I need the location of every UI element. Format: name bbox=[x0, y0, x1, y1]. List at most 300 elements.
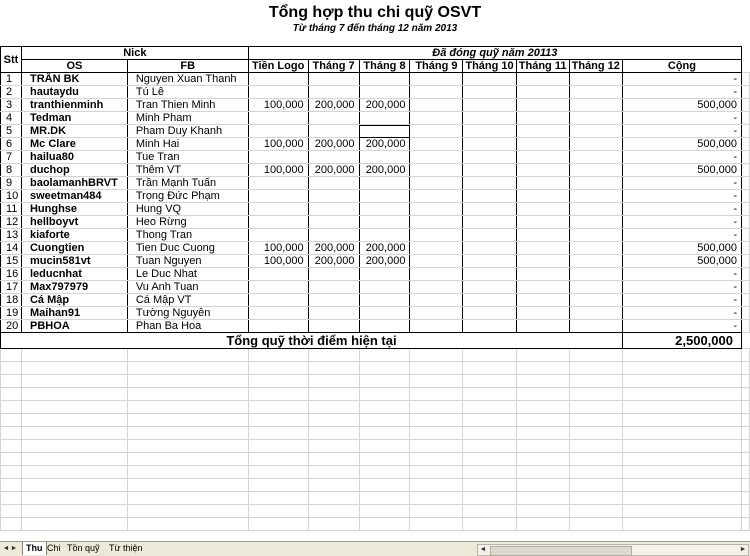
cong-cell[interactable]: - bbox=[622, 307, 741, 320]
spare-cell[interactable] bbox=[741, 307, 749, 320]
empty-cell[interactable] bbox=[308, 492, 359, 505]
thang-9-cell[interactable] bbox=[410, 73, 463, 86]
spare-cell[interactable] bbox=[741, 99, 749, 112]
empty-cell[interactable] bbox=[516, 505, 569, 518]
cong-cell[interactable]: - bbox=[622, 294, 741, 307]
thang-12-cell[interactable] bbox=[569, 190, 622, 203]
empty-cell[interactable] bbox=[1, 479, 22, 492]
tien-logo-cell[interactable]: 100,000 bbox=[248, 138, 308, 151]
empty-cell[interactable] bbox=[1, 518, 22, 531]
empty-cell[interactable] bbox=[569, 349, 622, 362]
row-number[interactable]: 15 bbox=[1, 255, 22, 268]
empty-cell[interactable] bbox=[516, 453, 569, 466]
empty-cell[interactable] bbox=[248, 349, 308, 362]
thang-11-cell[interactable] bbox=[516, 255, 569, 268]
empty-cell[interactable] bbox=[248, 401, 308, 414]
row-number[interactable]: 5 bbox=[1, 125, 22, 138]
tien-logo-cell[interactable] bbox=[248, 177, 308, 190]
empty-cell[interactable] bbox=[127, 362, 248, 375]
thang-12-cell[interactable] bbox=[569, 281, 622, 294]
spare-cell[interactable] bbox=[741, 60, 749, 73]
thang-12-cell[interactable] bbox=[569, 151, 622, 164]
empty-cell[interactable] bbox=[359, 440, 410, 453]
cong-cell[interactable]: - bbox=[622, 320, 741, 333]
fb-name-cell[interactable]: Minh Hai bbox=[127, 138, 248, 151]
tien-logo-cell[interactable]: 100,000 bbox=[248, 164, 308, 177]
cong-cell[interactable]: - bbox=[622, 268, 741, 281]
header-fb[interactable]: FB bbox=[127, 60, 248, 73]
thang-9-cell[interactable] bbox=[410, 307, 463, 320]
spare-cell[interactable] bbox=[741, 203, 749, 216]
empty-cell[interactable] bbox=[741, 505, 749, 518]
empty-cell[interactable] bbox=[21, 453, 127, 466]
empty-cell[interactable] bbox=[1, 505, 22, 518]
empty-cell[interactable] bbox=[21, 479, 127, 492]
thang-11-cell[interactable] bbox=[516, 229, 569, 242]
thang-9-cell[interactable] bbox=[410, 177, 463, 190]
row-number[interactable]: 7 bbox=[1, 151, 22, 164]
empty-cell[interactable] bbox=[308, 427, 359, 440]
empty-cell[interactable] bbox=[569, 492, 622, 505]
thang-7-cell[interactable] bbox=[308, 73, 359, 86]
cong-cell[interactable]: - bbox=[622, 112, 741, 125]
header-cong[interactable]: Cộng bbox=[622, 60, 741, 73]
thang-10-cell[interactable] bbox=[463, 242, 516, 255]
spare-cell[interactable] bbox=[741, 47, 749, 60]
empty-cell[interactable] bbox=[127, 518, 248, 531]
empty-cell[interactable] bbox=[410, 453, 463, 466]
thang-11-cell[interactable] bbox=[516, 268, 569, 281]
thang-11-cell[interactable] bbox=[516, 112, 569, 125]
empty-cell[interactable] bbox=[741, 453, 749, 466]
empty-cell[interactable] bbox=[410, 518, 463, 531]
header-thang-9[interactable]: Tháng 9 bbox=[410, 60, 463, 73]
thang-8-cell[interactable] bbox=[359, 203, 410, 216]
empty-cell[interactable] bbox=[359, 349, 410, 362]
empty-cell[interactable] bbox=[622, 349, 741, 362]
thang-8-cell[interactable] bbox=[359, 151, 410, 164]
thang-11-cell[interactable] bbox=[516, 164, 569, 177]
thang-10-cell[interactable] bbox=[463, 268, 516, 281]
fb-name-cell[interactable]: Trần Mạnh Tuấn bbox=[127, 177, 248, 190]
thang-12-cell[interactable] bbox=[569, 125, 622, 138]
empty-cell[interactable] bbox=[463, 505, 516, 518]
fb-name-cell[interactable]: Heo Rừng bbox=[127, 216, 248, 229]
empty-cell[interactable] bbox=[622, 375, 741, 388]
tab-tu-thien[interactable]: Từ thiện bbox=[109, 543, 143, 553]
empty-cell[interactable] bbox=[127, 466, 248, 479]
os-nick-cell[interactable]: TRẦN BK bbox=[21, 73, 127, 86]
thang-11-cell[interactable] bbox=[516, 151, 569, 164]
empty-cell[interactable] bbox=[127, 427, 248, 440]
os-nick-cell[interactable]: hellboyvt bbox=[21, 216, 127, 229]
os-nick-cell[interactable]: MR.DK bbox=[21, 125, 127, 138]
tien-logo-cell[interactable]: 100,000 bbox=[248, 255, 308, 268]
os-nick-cell[interactable]: Max797979 bbox=[21, 281, 127, 294]
tien-logo-cell[interactable] bbox=[248, 216, 308, 229]
empty-cell[interactable] bbox=[463, 349, 516, 362]
thang-11-cell[interactable] bbox=[516, 73, 569, 86]
thang-7-cell[interactable]: 200,000 bbox=[308, 99, 359, 112]
empty-cell[interactable] bbox=[359, 375, 410, 388]
thang-11-cell[interactable] bbox=[516, 216, 569, 229]
thang-11-cell[interactable] bbox=[516, 99, 569, 112]
thang-12-cell[interactable] bbox=[569, 138, 622, 151]
thang-7-cell[interactable] bbox=[308, 229, 359, 242]
thang-12-cell[interactable] bbox=[569, 294, 622, 307]
fb-name-cell[interactable]: Tue Tran bbox=[127, 151, 248, 164]
header-os[interactable]: OS bbox=[21, 60, 127, 73]
empty-cell[interactable] bbox=[248, 453, 308, 466]
empty-cell[interactable] bbox=[248, 518, 308, 531]
empty-cell[interactable] bbox=[463, 440, 516, 453]
thang-10-cell[interactable] bbox=[463, 138, 516, 151]
thang-11-cell[interactable] bbox=[516, 281, 569, 294]
header-paid-group[interactable]: Đã đóng quỹ năm 20113 bbox=[248, 47, 741, 60]
thang-9-cell[interactable] bbox=[410, 281, 463, 294]
os-nick-cell[interactable]: hailua80 bbox=[21, 151, 127, 164]
first-sheet-icon[interactable]: ◄ bbox=[2, 545, 10, 552]
spare-cell[interactable] bbox=[741, 268, 749, 281]
empty-cell[interactable] bbox=[463, 466, 516, 479]
empty-cell[interactable] bbox=[569, 427, 622, 440]
os-nick-cell[interactable]: tranthienminh bbox=[21, 99, 127, 112]
empty-cell[interactable] bbox=[463, 453, 516, 466]
spare-cell[interactable] bbox=[741, 333, 749, 349]
empty-cell[interactable] bbox=[622, 440, 741, 453]
empty-cell[interactable] bbox=[463, 375, 516, 388]
header-thang-7[interactable]: Tháng 7 bbox=[308, 60, 359, 73]
thang-7-cell[interactable] bbox=[308, 86, 359, 99]
row-number[interactable]: 13 bbox=[1, 229, 22, 242]
spare-cell[interactable] bbox=[741, 190, 749, 203]
empty-cell[interactable] bbox=[127, 479, 248, 492]
thang-10-cell[interactable] bbox=[463, 99, 516, 112]
spare-cell[interactable] bbox=[741, 164, 749, 177]
empty-cell[interactable] bbox=[21, 401, 127, 414]
row-number[interactable]: 2 bbox=[1, 86, 22, 99]
thang-9-cell[interactable] bbox=[410, 268, 463, 281]
thang-9-cell[interactable] bbox=[410, 125, 463, 138]
empty-cell[interactable] bbox=[622, 479, 741, 492]
thang-9-cell[interactable] bbox=[410, 203, 463, 216]
empty-cell[interactable] bbox=[248, 362, 308, 375]
empty-cell[interactable] bbox=[308, 375, 359, 388]
tien-logo-cell[interactable] bbox=[248, 203, 308, 216]
empty-cell[interactable] bbox=[127, 453, 248, 466]
empty-cell[interactable] bbox=[463, 479, 516, 492]
empty-cell[interactable] bbox=[1, 401, 22, 414]
thang-9-cell[interactable] bbox=[410, 294, 463, 307]
cong-cell[interactable]: - bbox=[622, 151, 741, 164]
row-number[interactable]: 9 bbox=[1, 177, 22, 190]
empty-cell[interactable] bbox=[248, 440, 308, 453]
thang-8-cell[interactable] bbox=[359, 190, 410, 203]
fb-name-cell[interactable]: Tuan Nguyen bbox=[127, 255, 248, 268]
thang-8-cell[interactable] bbox=[359, 73, 410, 86]
thang-8-cell[interactable] bbox=[359, 307, 410, 320]
thang-7-cell[interactable] bbox=[308, 151, 359, 164]
os-nick-cell[interactable]: duchop bbox=[21, 164, 127, 177]
empty-cell[interactable] bbox=[248, 479, 308, 492]
os-nick-cell[interactable]: baolamanhBRVT bbox=[21, 177, 127, 190]
empty-cell[interactable] bbox=[741, 349, 749, 362]
empty-cell[interactable] bbox=[248, 375, 308, 388]
thang-8-cell[interactable] bbox=[359, 320, 410, 333]
empty-cell[interactable] bbox=[248, 414, 308, 427]
empty-cell[interactable] bbox=[516, 401, 569, 414]
spare-cell[interactable] bbox=[741, 86, 749, 99]
cong-cell[interactable]: - bbox=[622, 86, 741, 99]
tien-logo-cell[interactable] bbox=[248, 125, 308, 138]
empty-cell[interactable] bbox=[569, 453, 622, 466]
fb-name-cell[interactable]: Thêm VT bbox=[127, 164, 248, 177]
fb-name-cell[interactable]: Tran Thien Minh bbox=[127, 99, 248, 112]
thang-10-cell[interactable] bbox=[463, 307, 516, 320]
empty-cell[interactable] bbox=[622, 492, 741, 505]
scroll-left-icon[interactable]: ◄ bbox=[479, 546, 487, 553]
empty-cell[interactable] bbox=[1, 362, 22, 375]
empty-cell[interactable] bbox=[21, 440, 127, 453]
thang-10-cell[interactable] bbox=[463, 164, 516, 177]
cong-cell[interactable]: 500,000 bbox=[622, 99, 741, 112]
tien-logo-cell[interactable] bbox=[248, 86, 308, 99]
thang-9-cell[interactable] bbox=[410, 190, 463, 203]
spare-cell[interactable] bbox=[741, 216, 749, 229]
empty-cell[interactable] bbox=[463, 388, 516, 401]
empty-cell[interactable] bbox=[463, 414, 516, 427]
thang-9-cell[interactable] bbox=[410, 216, 463, 229]
spare-cell[interactable] bbox=[741, 73, 749, 86]
empty-cell[interactable] bbox=[569, 505, 622, 518]
empty-cell[interactable] bbox=[516, 362, 569, 375]
empty-cell[interactable] bbox=[21, 427, 127, 440]
empty-cell[interactable] bbox=[308, 414, 359, 427]
os-nick-cell[interactable]: Maihan91 bbox=[21, 307, 127, 320]
row-number[interactable]: 17 bbox=[1, 281, 22, 294]
cong-cell[interactable]: - bbox=[622, 73, 741, 86]
empty-cell[interactable] bbox=[127, 349, 248, 362]
empty-cell[interactable] bbox=[569, 401, 622, 414]
thang-8-cell[interactable] bbox=[359, 125, 410, 138]
tien-logo-cell[interactable] bbox=[248, 229, 308, 242]
os-nick-cell[interactable]: Mc Clare bbox=[21, 138, 127, 151]
empty-cell[interactable] bbox=[410, 440, 463, 453]
thang-11-cell[interactable] bbox=[516, 190, 569, 203]
empty-cell[interactable] bbox=[410, 427, 463, 440]
row-number[interactable]: 19 bbox=[1, 307, 22, 320]
thang-10-cell[interactable] bbox=[463, 229, 516, 242]
empty-cell[interactable] bbox=[516, 479, 569, 492]
thang-10-cell[interactable] bbox=[463, 125, 516, 138]
empty-cell[interactable] bbox=[248, 492, 308, 505]
os-nick-cell[interactable]: leducnhat bbox=[21, 268, 127, 281]
thang-11-cell[interactable] bbox=[516, 177, 569, 190]
spare-cell[interactable] bbox=[741, 320, 749, 333]
empty-cell[interactable] bbox=[516, 466, 569, 479]
tien-logo-cell[interactable]: 100,000 bbox=[248, 242, 308, 255]
empty-cell[interactable] bbox=[741, 440, 749, 453]
header-thang-11[interactable]: Tháng 11 bbox=[516, 60, 569, 73]
thang-11-cell[interactable] bbox=[516, 242, 569, 255]
row-number[interactable]: 16 bbox=[1, 268, 22, 281]
thang-9-cell[interactable] bbox=[410, 229, 463, 242]
empty-cell[interactable] bbox=[569, 388, 622, 401]
empty-cell[interactable] bbox=[359, 401, 410, 414]
empty-cell[interactable] bbox=[359, 453, 410, 466]
cong-cell[interactable]: 500,000 bbox=[622, 164, 741, 177]
empty-cell[interactable] bbox=[359, 414, 410, 427]
empty-cell[interactable] bbox=[516, 427, 569, 440]
thang-7-cell[interactable] bbox=[308, 216, 359, 229]
thang-11-cell[interactable] bbox=[516, 294, 569, 307]
thang-8-cell[interactable] bbox=[359, 86, 410, 99]
thang-12-cell[interactable] bbox=[569, 86, 622, 99]
empty-cell[interactable] bbox=[308, 362, 359, 375]
empty-cell[interactable] bbox=[127, 388, 248, 401]
thang-10-cell[interactable] bbox=[463, 177, 516, 190]
empty-cell[interactable] bbox=[741, 375, 749, 388]
thang-8-cell[interactable] bbox=[359, 229, 410, 242]
header-thang-8[interactable]: Tháng 8 bbox=[359, 60, 410, 73]
thang-10-cell[interactable] bbox=[463, 73, 516, 86]
row-number[interactable]: 14 bbox=[1, 242, 22, 255]
thang-12-cell[interactable] bbox=[569, 164, 622, 177]
cong-cell[interactable]: - bbox=[622, 125, 741, 138]
thang-9-cell[interactable] bbox=[410, 99, 463, 112]
empty-cell[interactable] bbox=[569, 466, 622, 479]
header-thang-10[interactable]: Tháng 10 bbox=[463, 60, 516, 73]
thang-10-cell[interactable] bbox=[463, 86, 516, 99]
empty-cell[interactable] bbox=[622, 388, 741, 401]
thang-7-cell[interactable] bbox=[308, 177, 359, 190]
thang-7-cell[interactable] bbox=[308, 294, 359, 307]
total-label[interactable]: Tổng quỹ thời điểm hiện tại bbox=[1, 333, 623, 349]
empty-cell[interactable] bbox=[516, 492, 569, 505]
thang-8-cell[interactable] bbox=[359, 268, 410, 281]
tien-logo-cell[interactable] bbox=[248, 294, 308, 307]
fb-name-cell[interactable]: Pham Duy Khanh bbox=[127, 125, 248, 138]
thang-9-cell[interactable] bbox=[410, 138, 463, 151]
horizontal-scrollbar[interactable] bbox=[477, 544, 749, 556]
thang-12-cell[interactable] bbox=[569, 255, 622, 268]
empty-cell[interactable] bbox=[516, 388, 569, 401]
empty-cell[interactable] bbox=[1, 453, 22, 466]
empty-cell[interactable] bbox=[127, 414, 248, 427]
empty-cell[interactable] bbox=[308, 440, 359, 453]
os-nick-cell[interactable]: mucin581vt bbox=[21, 255, 127, 268]
empty-cell[interactable] bbox=[516, 349, 569, 362]
empty-cell[interactable] bbox=[741, 427, 749, 440]
empty-cell[interactable] bbox=[410, 349, 463, 362]
thang-9-cell[interactable] bbox=[410, 320, 463, 333]
tien-logo-cell[interactable] bbox=[248, 112, 308, 125]
thang-12-cell[interactable] bbox=[569, 229, 622, 242]
empty-cell[interactable] bbox=[21, 518, 127, 531]
tien-logo-cell[interactable] bbox=[248, 281, 308, 294]
total-value[interactable]: 2,500,000 bbox=[622, 333, 741, 349]
spare-cell[interactable] bbox=[741, 242, 749, 255]
empty-cell[interactable] bbox=[1, 492, 22, 505]
header-thang-12[interactable]: Tháng 12 bbox=[569, 60, 622, 73]
empty-cell[interactable] bbox=[463, 492, 516, 505]
empty-cell[interactable] bbox=[127, 440, 248, 453]
fb-name-cell[interactable]: Vu Anh Tuan bbox=[127, 281, 248, 294]
empty-cell[interactable] bbox=[569, 414, 622, 427]
tab-thu[interactable]: Thu bbox=[22, 542, 47, 555]
empty-cell[interactable] bbox=[1, 388, 22, 401]
empty-cell[interactable] bbox=[308, 401, 359, 414]
fb-name-cell[interactable]: Nguyen Xuan Thanh bbox=[127, 73, 248, 86]
row-number[interactable]: 3 bbox=[1, 99, 22, 112]
empty-cell[interactable] bbox=[248, 427, 308, 440]
empty-cell[interactable] bbox=[127, 505, 248, 518]
row-number[interactable]: 11 bbox=[1, 203, 22, 216]
empty-cell[interactable] bbox=[410, 375, 463, 388]
row-number[interactable]: 6 bbox=[1, 138, 22, 151]
row-number[interactable]: 8 bbox=[1, 164, 22, 177]
thang-8-cell[interactable]: 200,000 bbox=[359, 164, 410, 177]
empty-cell[interactable] bbox=[410, 362, 463, 375]
thang-10-cell[interactable] bbox=[463, 190, 516, 203]
empty-cell[interactable] bbox=[359, 479, 410, 492]
empty-cell[interactable] bbox=[1, 427, 22, 440]
empty-cell[interactable] bbox=[21, 414, 127, 427]
fb-name-cell[interactable]: Trọng Đức Phạm bbox=[127, 190, 248, 203]
spare-cell[interactable] bbox=[741, 138, 749, 151]
empty-cell[interactable] bbox=[410, 401, 463, 414]
fb-name-cell[interactable]: Tường Nguyễn bbox=[127, 307, 248, 320]
tien-logo-cell[interactable] bbox=[248, 307, 308, 320]
tab-ton-quy[interactable]: Tồn quỹ bbox=[67, 543, 100, 553]
empty-cell[interactable] bbox=[308, 349, 359, 362]
os-nick-cell[interactable]: Tedman bbox=[21, 112, 127, 125]
thang-10-cell[interactable] bbox=[463, 216, 516, 229]
empty-cell[interactable] bbox=[741, 362, 749, 375]
thang-10-cell[interactable] bbox=[463, 281, 516, 294]
thang-12-cell[interactable] bbox=[569, 242, 622, 255]
empty-cell[interactable] bbox=[248, 505, 308, 518]
fb-name-cell[interactable]: Hung VQ bbox=[127, 203, 248, 216]
cong-cell[interactable]: - bbox=[622, 229, 741, 242]
thang-9-cell[interactable] bbox=[410, 255, 463, 268]
thang-7-cell[interactable]: 200,000 bbox=[308, 255, 359, 268]
tien-logo-cell[interactable] bbox=[248, 151, 308, 164]
empty-cell[interactable] bbox=[622, 362, 741, 375]
empty-cell[interactable] bbox=[569, 518, 622, 531]
spare-cell[interactable] bbox=[741, 177, 749, 190]
thang-7-cell[interactable] bbox=[308, 203, 359, 216]
scroll-right-icon[interactable]: ► bbox=[739, 546, 747, 553]
thang-12-cell[interactable] bbox=[569, 112, 622, 125]
tien-logo-cell[interactable] bbox=[248, 268, 308, 281]
empty-cell[interactable] bbox=[1, 375, 22, 388]
empty-cell[interactable] bbox=[1, 414, 22, 427]
cong-cell[interactable]: - bbox=[622, 177, 741, 190]
row-number[interactable]: 20 bbox=[1, 320, 22, 333]
thang-7-cell[interactable] bbox=[308, 320, 359, 333]
thang-10-cell[interactable] bbox=[463, 320, 516, 333]
empty-cell[interactable] bbox=[359, 362, 410, 375]
empty-cell[interactable] bbox=[516, 440, 569, 453]
empty-cell[interactable] bbox=[741, 414, 749, 427]
thang-8-cell[interactable]: 200,000 bbox=[359, 242, 410, 255]
thang-8-cell[interactable] bbox=[359, 216, 410, 229]
spare-cell[interactable] bbox=[741, 229, 749, 242]
os-nick-cell[interactable]: sweetman484 bbox=[21, 190, 127, 203]
empty-cell[interactable] bbox=[410, 414, 463, 427]
empty-cell[interactable] bbox=[127, 375, 248, 388]
